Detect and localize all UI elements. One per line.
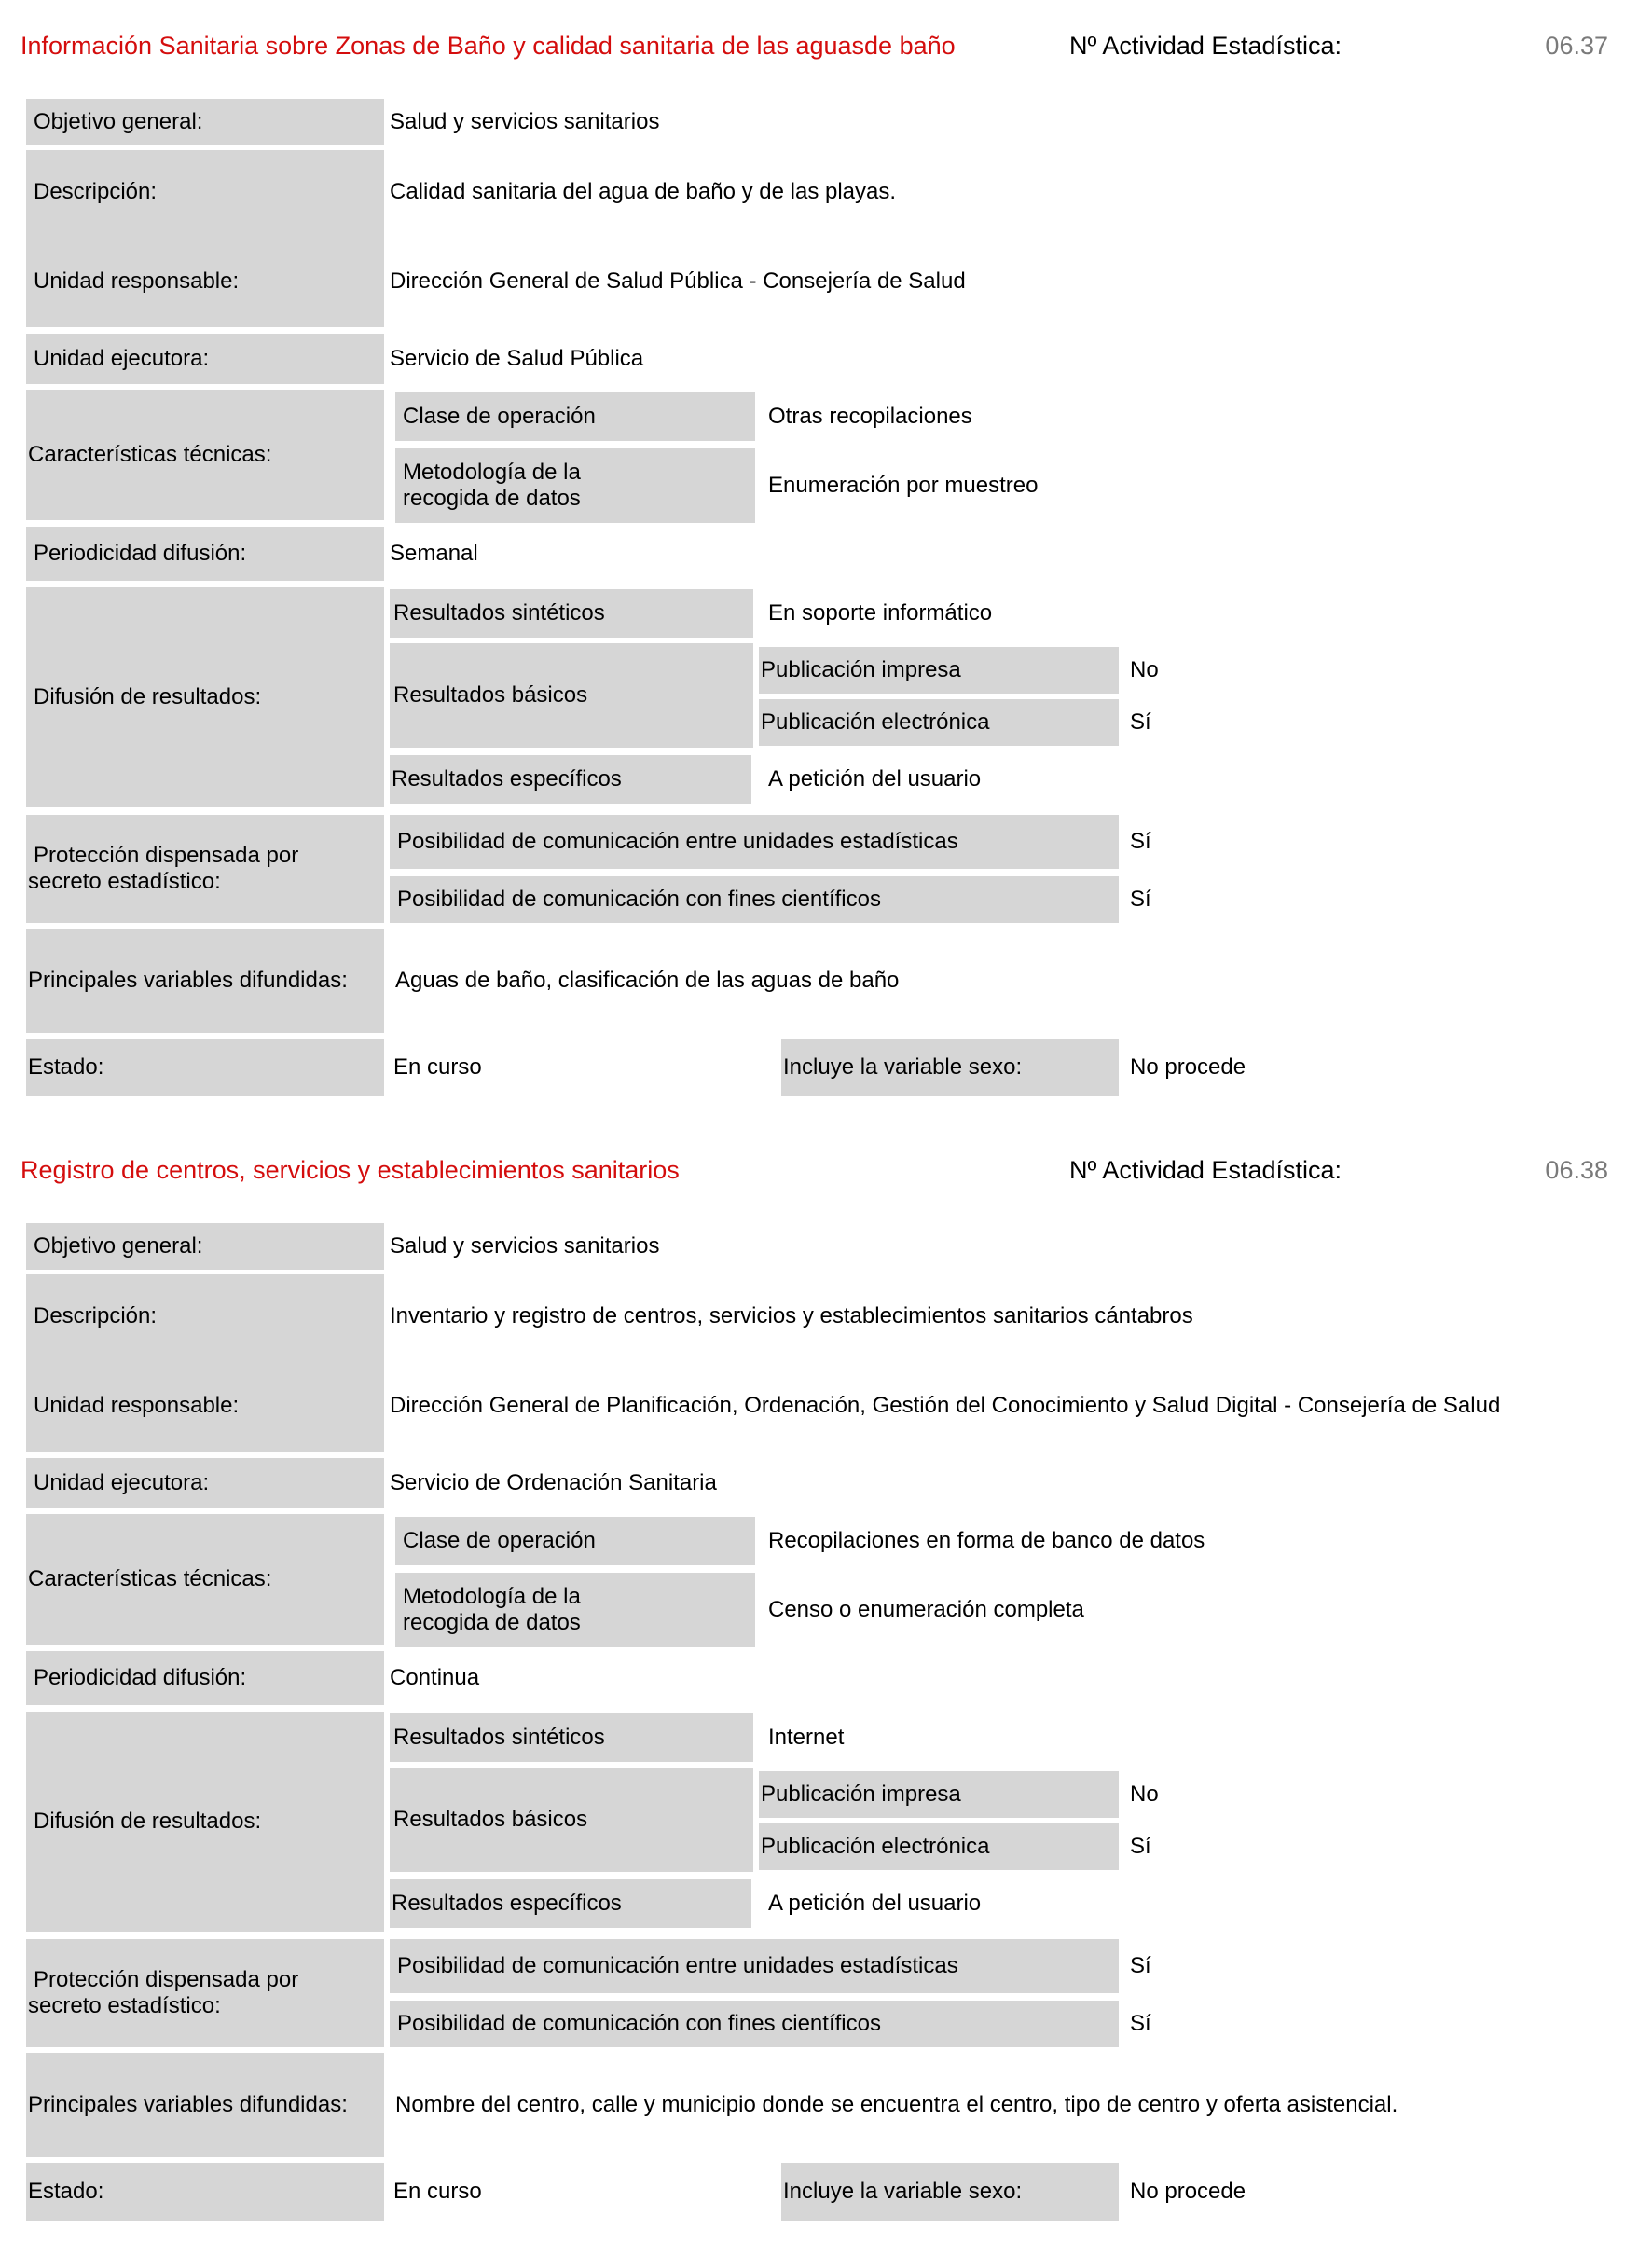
com-unidades-label: Posibilidad de comunicación entre unidades estadísticas — [390, 815, 1119, 869]
unidad-responsable-label: Unidad responsable: — [34, 268, 240, 294]
unidad-ejecutora-label: Unidad ejecutora: — [26, 334, 384, 384]
res-especificos-label: Resultados específicos — [390, 1879, 751, 1928]
activity-number: 06.37 — [1545, 32, 1608, 60]
pub-impresa-value: No — [1130, 657, 1159, 682]
sexo-value: No procede — [1130, 2179, 1246, 2204]
com-cientificos-value: Sí — [1130, 887, 1151, 912]
clase-operacion-label: Clase de operación — [395, 1517, 755, 1565]
clase-operacion-value: Otras recopilaciones — [768, 404, 972, 429]
metodologia-label-line1: Metodología de la — [403, 1584, 581, 1609]
estado-value: En curso — [393, 2179, 482, 2204]
section-title: Registro de centros, servicios y establecimientos sanitarios — [21, 1156, 680, 1184]
sexo-label: Incluye la variable sexo: — [781, 2163, 1119, 2221]
estado-label: Estado: — [26, 2163, 384, 2221]
res-especificos-label: Resultados específicos — [390, 755, 751, 804]
com-cientificos-label: Posibilidad de comunicación con fines científicos — [390, 2001, 1119, 2047]
estado-label: Estado: — [26, 1039, 384, 1096]
res-basicos-label: Resultados básicos — [390, 643, 753, 748]
principales-value: Aguas de baño, clasificación de las aguas de baño — [395, 968, 900, 993]
activity-section-1 — [0, 0, 1652, 1119]
pub-impresa-label: Publicación impresa — [759, 647, 1119, 694]
res-especificos-value: A petición del usuario — [768, 766, 982, 791]
estado-value: En curso — [393, 1054, 482, 1080]
proteccion-label-line2: secreto estadístico: — [28, 869, 221, 894]
unidad-responsable-value: Dirección General de Planificación, Ordenación, Gestión del Conocimiento y Salud Digital - Consejería de Salud — [390, 1393, 1501, 1418]
com-unidades-value: Sí — [1130, 1953, 1151, 1978]
metodologia-value: Enumeración por muestreo — [768, 473, 1039, 498]
metodologia-value: Censo o enumeración completa — [768, 1597, 1084, 1622]
descripcion-value: Inventario y registro de centros, servicios y establecimientos sanitarios cántabros — [390, 1303, 1193, 1328]
objetivo-value: Salud y servicios sanitarios — [390, 109, 660, 134]
unidad-responsable-value: Dirección General de Salud Pública - Consejería de Salud — [390, 268, 966, 294]
metodologia-label — [395, 448, 755, 523]
unidad-responsable-label: Unidad responsable: — [34, 1393, 240, 1418]
objetivo-value: Salud y servicios sanitarios — [390, 1233, 660, 1259]
periodicidad-value: Continua — [390, 1665, 480, 1690]
metodologia-label-line1: Metodología de la — [403, 460, 581, 485]
descripcion-label: Descripción: — [34, 1303, 158, 1328]
difusion-label: Difusión de resultados: — [26, 587, 384, 807]
objetivo-label: Objetivo general: — [26, 99, 384, 145]
metodologia-label-line2: recogida de datos — [403, 486, 581, 511]
unidad-ejecutora-value: Servicio de Ordenación Sanitaria — [390, 1470, 717, 1495]
com-cientificos-value: Sí — [1130, 2011, 1151, 2036]
activity-number-label: Nº Actividad Estadística: — [1069, 1156, 1342, 1184]
unidad-ejecutora-value: Servicio de Salud Pública — [390, 346, 644, 371]
proteccion-label — [26, 1939, 384, 2047]
res-basicos-label: Resultados básicos — [390, 1768, 753, 1872]
periodicidad-value: Semanal — [390, 541, 478, 566]
objetivo-label: Objetivo general: — [26, 1223, 384, 1270]
res-sinteticos-value: Internet — [768, 1725, 845, 1750]
pub-electronica-value: Sí — [1130, 1834, 1151, 1859]
activity-number-label: Nº Actividad Estadística: — [1069, 32, 1342, 60]
descripcion-value: Calidad sanitaria del agua de baño y de las playas. — [390, 179, 897, 204]
sexo-label: Incluye la variable sexo: — [781, 1039, 1119, 1096]
pub-electronica-label: Publicación electrónica — [759, 699, 1119, 746]
res-especificos-value: A petición del usuario — [768, 1891, 982, 1916]
caracteristicas-label: Características técnicas: — [26, 1514, 384, 1645]
pub-impresa-value: No — [1130, 1782, 1159, 1807]
metodologia-label-line2: recogida de datos — [403, 1610, 581, 1635]
proteccion-label-line1: Protección dispensada por — [34, 1967, 299, 1992]
com-cientificos-label: Posibilidad de comunicación con fines científicos — [390, 876, 1119, 923]
difusion-label: Difusión de resultados: — [26, 1712, 384, 1932]
clase-operacion-label: Clase de operación — [395, 392, 755, 441]
principales-value: Nombre del centro, calle y municipio donde se encuentra el centro, tipo de centro y oferta asistencial. — [395, 2092, 1398, 2117]
com-unidades-value: Sí — [1130, 829, 1151, 854]
pub-electronica-label: Publicación electrónica — [759, 1823, 1119, 1870]
sexo-value: No procede — [1130, 1054, 1246, 1080]
res-sinteticos-label: Resultados sintéticos — [390, 1713, 753, 1762]
activity-section-2 — [0, 1124, 1652, 2257]
principales-label: Principales variables difundidas: — [26, 929, 384, 1033]
section-title: Información Sanitaria sobre Zonas de Baño y calidad sanitaria de las aguasde baño — [21, 32, 956, 60]
pub-electronica-value: Sí — [1130, 709, 1151, 735]
res-sinteticos-label: Resultados sintéticos — [390, 589, 753, 638]
clase-operacion-value: Recopilaciones en forma de banco de datos — [768, 1528, 1205, 1553]
res-sinteticos-value: En soporte informático — [768, 600, 993, 626]
caracteristicas-label: Características técnicas: — [26, 390, 384, 520]
activity-number: 06.38 — [1545, 1156, 1608, 1184]
com-unidades-label: Posibilidad de comunicación entre unidades estadísticas — [390, 1939, 1119, 1993]
descripcion-label: Descripción: — [34, 179, 158, 204]
unidad-ejecutora-label: Unidad ejecutora: — [26, 1458, 384, 1508]
proteccion-label-line2: secreto estadístico: — [28, 1993, 221, 2018]
pub-impresa-label: Publicación impresa — [759, 1771, 1119, 1818]
principales-label: Principales variables difundidas: — [26, 2053, 384, 2157]
proteccion-label-line1: Protección dispensada por — [34, 843, 299, 868]
proteccion-label — [26, 815, 384, 923]
periodicidad-label: Periodicidad difusión: — [26, 1651, 384, 1705]
metodologia-label — [395, 1573, 755, 1647]
periodicidad-label: Periodicidad difusión: — [26, 527, 384, 581]
